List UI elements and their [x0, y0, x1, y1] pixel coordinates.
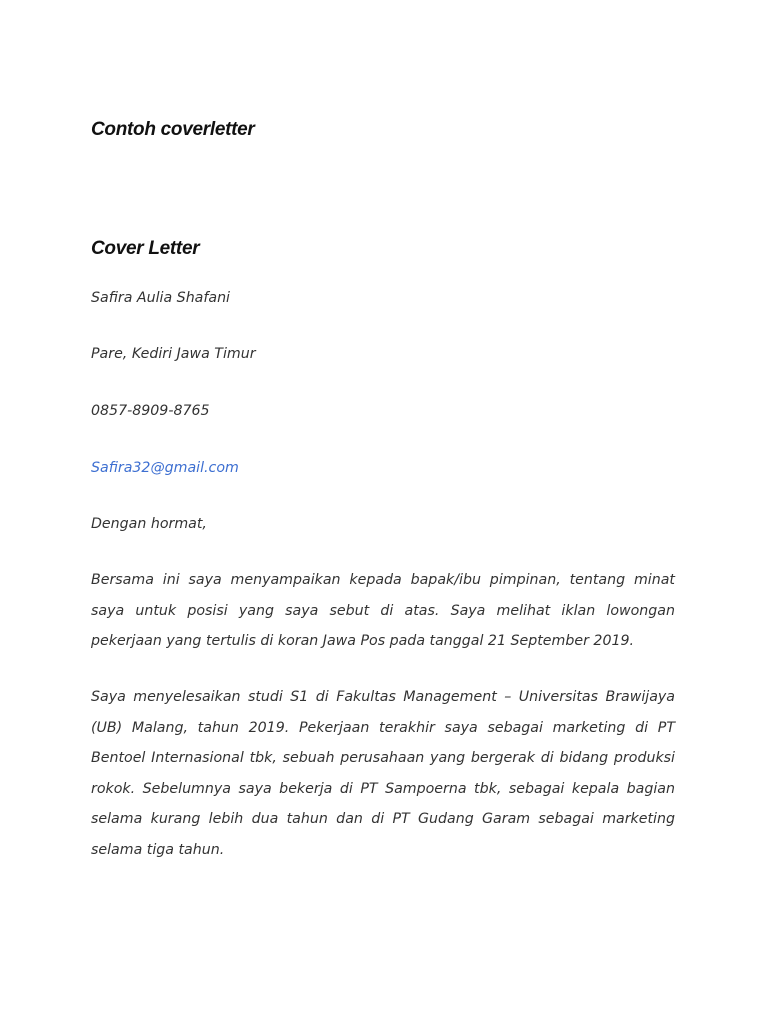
sender-name: Safira Aulia Shafani	[91, 290, 231, 306]
section-title: Cover Letter	[91, 238, 200, 259]
body-paragraph-2: Saya menyelesaikan studi S1 di Fakultas Management – Universitas Brawijaya (UB) Malang, tahun 2019. Pekerjaan terakhir saya sebagai marketing di PT Bentoel Internasional tbk, sebuah perusahaan yang bergerak di bidang produksi rokok. Sebelumnya saya bekerja di PT Sampoerna tbk, sebagai kepala bagian selama kurang lebih dua tahun dan di PT Gudang Garam sebagai marketing selama tiga tahun.	[91, 689, 675, 858]
sender-phone: 0857-8909-8765	[91, 403, 210, 419]
sender-email-link[interactable]: Safira32@gmail.com	[91, 460, 239, 476]
body-paragraph-1: Bersama ini saya menyampaikan kepada bapak/ibu pimpinan, tentang minat saya untuk posisi yang saya sebut di atas. Saya melihat iklan lowongan pekerjaan yang tertulis di koran Jawa Pos pada tanggal 21 September 2019.	[91, 572, 675, 650]
sender-address: Pare, Kediri Jawa Timur	[91, 346, 256, 362]
salutation: Dengan hormat,	[91, 516, 207, 532]
document-title: Contoh coverletter	[91, 119, 255, 140]
